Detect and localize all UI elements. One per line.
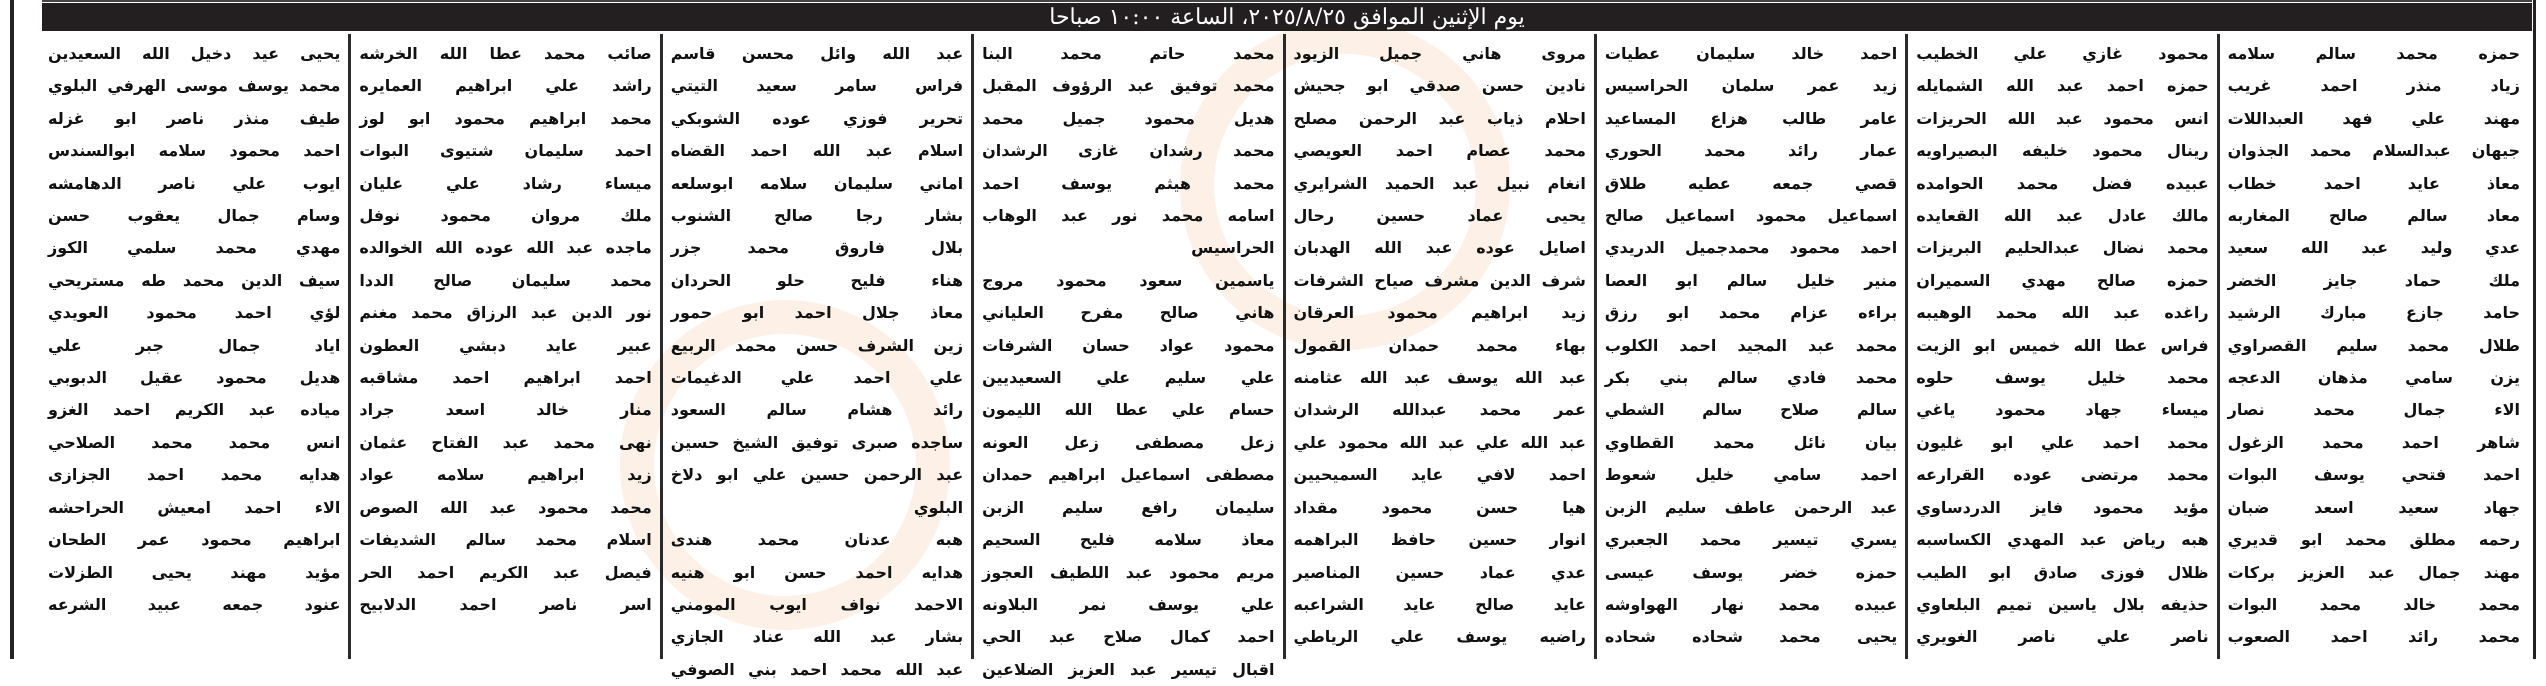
name-entry: محمود غازي علي الخطيب: [1916, 44, 2209, 63]
name-entry: زيد عمر سلمان الحراسيس: [1604, 76, 1898, 96]
name-entry: اسماعيل محمود اسماعيل صالح: [1604, 206, 1898, 226]
name-entry: عبد الله محمد احمد بني الصوفي: [670, 659, 964, 679]
left-border: [10, 0, 14, 659]
name-entry: راغده عبد الله محمد الوهيبه: [1916, 303, 2209, 323]
name-entry: بلال فاروق محمد جزر: [670, 238, 964, 258]
name-entry: مهند علي فهد العبداللات: [2227, 108, 2520, 128]
name-entry: بشار رجا صالح الشنوب: [670, 206, 964, 226]
name-entry: احلام ذياب عبد الرحمن مصلح: [1293, 108, 1586, 128]
name-entry: اسر ناصر احمد الدلابيح: [359, 594, 652, 614]
name-entry: الاحمد نواف ايوب المومني: [670, 594, 964, 614]
name-entry: محمد يوسف موسى الهرفي البلوي: [48, 76, 341, 96]
name-entry: حمزه احمد عبد الله الشمايله: [1916, 76, 2209, 96]
name-entry: محمد عصام احمد العويصي: [1293, 141, 1586, 161]
name-entry: نادين حسن صدقي ابو جحيش: [1293, 76, 1586, 96]
name-entry: مياده عبد الكريم احمد الغزو: [48, 400, 341, 420]
name-entry: عبد الرحمن حسين علي ابو دلاخ البلوي: [670, 465, 964, 517]
name-entry: اسلام عبد الله احمد القضاه: [670, 141, 964, 161]
name-entry: عبيده محمد نهار الهواوشه: [1604, 594, 1898, 614]
name-entry: ابراهيم محمود عمر الطحان: [48, 530, 341, 550]
header-title: يوم الإثنين الموافق ٢٠٢٥/٨/٢٥، الساعة ١٠:٠٠ صباحا: [1049, 4, 1525, 30]
name-entry: مالك عادل عبد الله القعايده: [1916, 206, 2209, 226]
name-entry: نهى محمد عبد الفتاح عثمان: [359, 432, 652, 452]
name-entry: ملك حماد جايز الخضر: [2227, 270, 2520, 290]
name-entry: احمد فتحي يوسف البوات: [2227, 465, 2520, 485]
name-entry: محمد ابراهيم محمود ابو لوز: [359, 108, 652, 128]
name-entry: محمد حاتم محمد البنا: [982, 44, 1275, 63]
name-entry: ميساء رشاد علي عليان: [359, 173, 652, 193]
name-entry: تحرير فوزي عوده الشوبكي: [670, 108, 964, 128]
name-entry: هيا حسن محمود مقداد: [1293, 497, 1586, 517]
top-rule: [42, 0, 2532, 2]
name-entry: عدي وليد عبد الله سعيد: [2227, 238, 2520, 258]
names-column-5: [971, 34, 1282, 679]
name-entry: احمد سليمان شتيوى البوات: [359, 141, 652, 161]
name-entry: ياسمين سعود محمود مروج: [982, 270, 1275, 290]
name-entry: بشار عبد الله عناد الجازي: [670, 627, 964, 647]
name-entry: انس محمود عبد الله الحريزات: [1916, 108, 2209, 128]
name-entry: رحمه مطلق محمد ابو قديري: [2227, 530, 2520, 550]
name-entry: محمد رشدان غازى الرشدان: [982, 141, 1275, 161]
name-entry: جهاد سعيد اسعد ضبان: [2227, 497, 2520, 517]
name-entry: مروى هاني جميل الزيود: [1293, 44, 1586, 63]
name-entry: هاني صالح مفرح العلياني: [982, 303, 1275, 323]
name-entry: احمد محمود سلامه ابوالسندس: [48, 141, 341, 161]
name-entry: طيف منذر ناصر ابو غزله: [48, 108, 341, 128]
name-entry: ظلال فوزى صادق ابو الطيب: [1916, 562, 2209, 582]
names-column-6: [660, 34, 971, 679]
name-entry: ساجده صبرى توفيق الشيخ حسين: [670, 432, 964, 452]
name-entry: احمد سامي خليل شعوط: [1604, 465, 1898, 485]
name-entry: عامر طالب هزاع المساعيد: [1604, 108, 1898, 128]
name-entry: عمر محمد عبدالله الرشدان: [1293, 400, 1586, 420]
names-column-2: [1905, 34, 2216, 659]
name-entry: يسري تيسير محمد الجعبري: [1604, 530, 1898, 550]
name-entry: مؤيد محمود فايز الدردساوي: [1916, 497, 2209, 517]
name-entry: اسلام محمد سالم الشديفات: [359, 530, 652, 550]
name-entry: هناء فليح حلو الحردان: [670, 270, 964, 290]
names-column-7: [348, 34, 659, 659]
name-entry: بيان نائل محمد القطاوي: [1604, 432, 1898, 452]
name-entry: حمزه محمد سالم سلامه: [2227, 44, 2520, 63]
name-entry: احمد خالد سليمان عطيات: [1604, 44, 1898, 63]
name-entry: عبد الله وائل محسن قاسم: [670, 44, 964, 63]
name-entry: اسامه محمد نور عبد الوهاب الحراسيس: [982, 206, 1275, 258]
name-entry: ميساء جهاد محمود ياغي: [1916, 400, 2209, 420]
name-entry: مهدي محمد سلمي الكوز: [48, 238, 341, 258]
name-entry: ايوب علي ناصر الدهامشه: [48, 173, 341, 193]
name-entry: محمد خالد محمد البوات: [2227, 594, 2520, 614]
name-entry: مهند جمال عبد العزيز بركات: [2227, 562, 2520, 582]
name-entry: حامد جازع مبارك الرشيد: [2227, 303, 2520, 323]
name-entry: منير خليل سالم ابو العصا: [1604, 270, 1898, 290]
name-entry: احمد لافي عايد السميحيين: [1293, 465, 1586, 485]
name-entry: ملك مروان محمود نوفل: [359, 206, 652, 226]
name-entry: راضيه يوسف علي الرياطي: [1293, 627, 1586, 647]
name-entry: رينال محمود خليفه البصيراويه: [1916, 141, 2209, 161]
right-border: [2533, 0, 2536, 659]
name-entry: صائب محمد عطا الله الخرشه: [359, 44, 652, 63]
names-table: [40, 34, 2528, 679]
name-entry: حمزه صالح مهدي السميران: [1916, 270, 2209, 290]
name-entry: عبير عايد دبشي العطون: [359, 335, 652, 355]
name-entry: يحيى عيد دخيل الله السعيدين: [48, 44, 341, 63]
name-entry: محمد خليل يوسف حلوه: [1916, 368, 2209, 388]
name-entry: معاذ عايد احمد خطاب: [2227, 173, 2520, 193]
name-entry: محمد احمد علي ابو غليون: [1916, 432, 2209, 452]
name-entry: ناصر علي ناصر الغويري: [1916, 627, 2209, 647]
name-entry: سالم صلاح سالم الشطي: [1604, 400, 1898, 420]
name-entry: زياد منذر احمد غريب: [2227, 76, 2520, 96]
name-entry: مريم محمود عبد اللطيف العجوز: [982, 562, 1275, 582]
name-entry: براءه عزام محمد ابو رزق: [1604, 303, 1898, 323]
name-entry: منار خالد اسعد جراد: [359, 400, 652, 420]
name-entry: محمد محمود عبد الله الصوص: [359, 497, 652, 517]
name-entry: يزن سامي مذهان الدعجه: [2227, 368, 2520, 388]
name-entry: هبه رياض عبد المهدي الكساسبه: [1916, 530, 2209, 550]
name-entry: علي سليم علي السعيديين: [982, 368, 1275, 388]
name-entry: احمد محمود محمدجميل الدريدي: [1604, 238, 1898, 258]
name-entry: عمار رائد محمد الحوري: [1604, 141, 1898, 161]
name-entry: يحيى محمد شحاده شحاده: [1604, 627, 1898, 647]
names-column-1: [2217, 34, 2528, 659]
name-entry: انغام نبيل عبد الحميد الشرايري: [1293, 173, 1586, 193]
name-entry: اماني سليمان سلامه ابوسلعه: [670, 173, 964, 193]
name-entry: مصطفى اسماعيل ابراهيم حمدان: [982, 465, 1275, 485]
name-entry: فيصل عبد الكريم احمد الحر: [359, 562, 652, 582]
name-entry: عبد الله يوسف عبد الله عثامنه: [1293, 368, 1586, 388]
name-entry: جيهان عبدالسلام محمد الجذوان: [2227, 141, 2520, 161]
name-entry: هدايه محمد احمد الجزازى: [48, 465, 341, 485]
name-entry: طلال محمد سليم القصراوي: [2227, 335, 2520, 355]
name-entry: هديل محمود عقيل الدبوبي: [48, 368, 341, 388]
name-entry: زين الشرف حسن محمد الربيع: [670, 335, 964, 355]
name-entry: احمد ابراهيم احمد مشاقبه: [359, 368, 652, 388]
name-entry: محمود عواد حسان الشرفات: [982, 335, 1275, 355]
name-entry: محمد توفيق عبد الرؤوف المقبل: [982, 76, 1275, 96]
name-entry: اصايل عوده عبد الله الهدبان: [1293, 238, 1586, 258]
name-entry: علي احمد علي الدغيمات: [670, 368, 964, 388]
name-entry: عنود جمعه عبيد الشرعه: [48, 594, 341, 614]
name-entry: الاء احمد امعيش الحراحشه: [48, 497, 341, 517]
name-entry: هدايه احمد حسن ابو هنيه: [670, 562, 964, 582]
name-entry: يحيى عماد حسين رحال: [1293, 206, 1586, 226]
name-entry: عبد الله علي عبد الله محمود علي: [1293, 432, 1586, 452]
name-entry: حسام علي عطا الله الليمون: [982, 400, 1275, 420]
names-column-8: [40, 34, 348, 659]
name-entry: معاد سالم صالح المغاربه: [2227, 206, 2520, 226]
name-entry: محمد فادي سالم بني بكر: [1604, 368, 1898, 388]
name-entry: حمزه خضر يوسف عيسى: [1604, 562, 1898, 582]
name-entry: محمد نضال عبدالحليم البريزات: [1916, 238, 2209, 258]
names-column-3: [1594, 34, 1905, 659]
name-entry: حذيفه بلال ياسين تميم البلعاوي: [1916, 594, 2209, 614]
name-entry: محمد عبد المجيد احمد الكلوب: [1604, 335, 1898, 355]
name-entry: محمد سليمان صالح الددا: [359, 270, 652, 290]
name-entry: فراس سامر سعيد التيتي: [670, 76, 964, 96]
name-entry: عبيده فضل محمد الحوامده: [1916, 173, 2209, 193]
name-entry: هديل محمود جميل محمد: [982, 108, 1275, 128]
name-entry: اقبال تيسير عبد العزيز الضلاعين: [982, 659, 1275, 679]
name-entry: فراس عطا الله خميس ابو الزيت: [1916, 335, 2209, 355]
name-entry: معاذ سلامه فليح السحيم: [982, 530, 1275, 550]
name-entry: رائد هشام سالم السعود: [670, 400, 964, 420]
name-entry: اياد جمال جبر علي: [48, 335, 341, 355]
name-entry: لؤي احمد محمود العويدي: [48, 303, 341, 323]
name-entry: مؤيد مهند يحيى الطزلات: [48, 562, 341, 582]
name-entry: سليمان رافع سليم الزبن: [982, 497, 1275, 517]
name-entry: احمد كمال صلاح عبد الحي: [982, 627, 1275, 647]
name-entry: بهاء محمد حمدان القمول: [1293, 335, 1586, 355]
name-entry: ماجده عبد الله عوده الله الخوالده: [359, 238, 652, 258]
name-entry: قصي جمعه عطيه طلاق: [1604, 173, 1898, 193]
name-entry: وسام جمال يعقوب حسن: [48, 206, 341, 226]
page-header: [42, 3, 2532, 31]
name-entry: زيد ابراهيم سلامه عواد: [359, 465, 652, 485]
name-entry: محمد مرتضى عوده القرارعه: [1916, 465, 2209, 485]
name-entry: شرف الدين مشرف صياح الشرفات: [1293, 270, 1586, 290]
name-entry: الاء جمال محمد نصار: [2227, 400, 2520, 420]
name-entry: عبد الرحمن عاطف سليم الزبن: [1604, 497, 1898, 517]
name-entry: نور الدين عبد الرزاق محمد مغنم: [359, 303, 652, 323]
name-entry: زيد ابراهيم محمود العرقان: [1293, 303, 1586, 323]
name-entry: هبه عدنان محمد هندى: [670, 530, 964, 550]
name-entry: عايد صالح عايد الشراعبه: [1293, 594, 1586, 614]
name-entry: شاهر احمد محمد الزغول: [2227, 432, 2520, 452]
name-entry: زعل مصطفى زعل العونه: [982, 432, 1275, 452]
name-entry: معاذ جلال احمد ابو حمور: [670, 303, 964, 323]
name-entry: انس محمد محمد الصلاحي: [48, 432, 341, 452]
names-column-4: [1283, 34, 1594, 659]
name-entry: محمد هيثم يوسف احمد: [982, 173, 1275, 193]
name-entry: محمد رائد احمد الصعوب: [2227, 627, 2520, 647]
name-entry: سيف الدين محمد طه مستريحي: [48, 270, 341, 290]
name-entry: انوار حسين حافظ البراهمه: [1293, 530, 1586, 550]
name-entry: عدي عماد حسين المناصير: [1293, 562, 1586, 582]
name-entry: علي يوسف نمر البلاونه: [982, 594, 1275, 614]
name-entry: راشد علي ابراهيم العمايره: [359, 76, 652, 96]
